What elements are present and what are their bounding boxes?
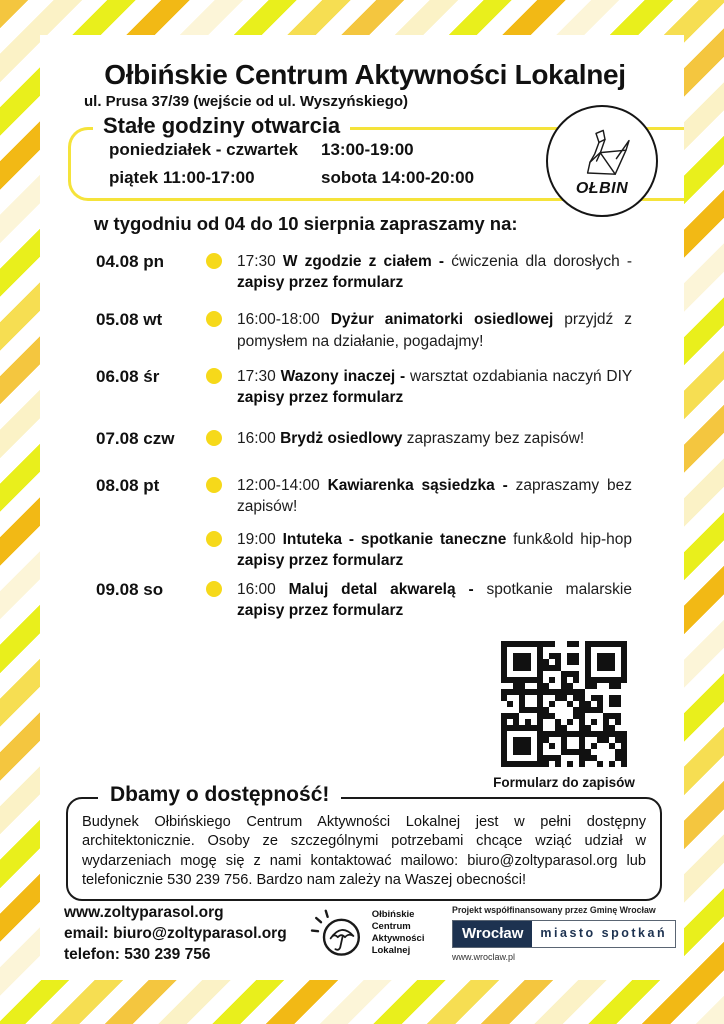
event-date: 09.08 so xyxy=(96,580,164,600)
city-url: www.wroclaw.pl xyxy=(452,951,516,962)
event-description: 16:00 Maluj detal akwarelą - spotkanie malarskie zapisy przez formularz xyxy=(237,581,632,620)
event-description: 16:00 Brydż osiedlowy zapraszamy bez zapisów! xyxy=(237,429,585,447)
event-date: 05.08 wt xyxy=(96,310,163,330)
event-date: 08.08 pt xyxy=(96,476,160,495)
bullet-dot-icon xyxy=(206,368,222,384)
event-date: 07.08 czw xyxy=(96,428,175,448)
contact-website: www.zoltyparasol.org xyxy=(64,904,224,921)
org-name xyxy=(372,909,425,957)
olbin-label: OŁBIN xyxy=(575,179,629,197)
org-line: Ołbińskie xyxy=(371,909,415,921)
umbrella-icon xyxy=(309,905,369,961)
funding-note: Projekt współfinansowany przez Gminę Wrocław xyxy=(452,905,656,915)
content-panel xyxy=(40,35,684,980)
hours-cell: 13:00-19:00 xyxy=(321,140,414,159)
hours-cell: sobota 14:00-20:00 xyxy=(321,167,475,187)
origami-swan-icon xyxy=(571,125,633,179)
wroclaw-city-logo xyxy=(452,920,676,948)
event-row xyxy=(96,251,646,293)
event-row xyxy=(96,428,646,449)
funding-block xyxy=(452,903,670,962)
event-date: 06.08 śr xyxy=(96,366,160,386)
contact-email: email: biuro@zoltyparasol.org xyxy=(64,924,287,942)
bullet-dot-icon xyxy=(206,311,222,327)
bullet-dot-icon xyxy=(206,581,222,597)
olbin-logo xyxy=(546,105,658,217)
accessibility-box xyxy=(66,783,662,901)
qr-caption: Formularz do zapisów xyxy=(493,775,635,790)
umbrella-logo xyxy=(309,905,425,961)
accessibility-title: Dbamy o dostępność! xyxy=(98,783,341,807)
org-line: Lokalnej xyxy=(371,944,411,956)
city-tagline: miasto spotkań xyxy=(540,926,668,940)
bullet-dot-icon xyxy=(206,253,222,269)
qr-code xyxy=(501,641,627,767)
event-description: 12:00-14:00 Kawiarenka sąsiedzka - zapraszamy bez zapisów! xyxy=(237,477,632,516)
event-description: 17:30 W zgodzie z ciałem - ćwiczenia dla dorosłych - zapisy przez formularz xyxy=(237,253,632,292)
schedule-list xyxy=(84,251,646,621)
contact-block xyxy=(64,903,287,966)
event-description: 19:00 Intuteka - spotkanie taneczne funk&old hip-hop zapisy przez formularz xyxy=(237,531,632,570)
contact-phone: telefon: 530 239 756 xyxy=(64,945,211,963)
event-row xyxy=(96,475,646,517)
event-description: 16:00-18:00 Dyżur animatorki osiedlowej przyjdź z pomysłem na działanie, pogadajmy! xyxy=(237,311,632,350)
week-heading: w tygodniu od 04 do 10 sierpnia zapraszamy na: xyxy=(94,213,518,235)
qr-block xyxy=(478,641,650,790)
event-row xyxy=(96,366,646,408)
event-description: 17:30 Wazony inaczej - warsztat ozdabiania naczyń DIY zapisy przez formularz xyxy=(237,367,632,406)
event-row xyxy=(96,529,646,571)
event-row xyxy=(96,579,646,621)
event-row xyxy=(96,309,646,351)
org-line: Aktywności xyxy=(371,933,425,944)
hours-cell: piątek 11:00-17:00 xyxy=(109,167,255,187)
page-title: Ołbińskie Centrum Aktywności Lokalnej xyxy=(104,59,626,90)
footer xyxy=(64,903,670,966)
opening-hours-title: Stałe godziny otwarcia xyxy=(93,113,350,139)
accessibility-text: Budynek Ołbińskiego Centrum Aktywności Lokalnej jest w pełni dostępny architektonicznie. Osoby ze szczególnymi potrzebami chcące wziąć udział w wydarzeniach mogę się z nami kontaktować mailowo: biuro@zoltyparasol.org lub telefonicznie 530 239 756. Bardzo nam zależy na Waszej obecności! xyxy=(82,814,646,889)
address: ul. Prusa 37/39 (wejście od ul. Wyszyńskiego) xyxy=(84,93,409,110)
bullet-dot-icon xyxy=(206,531,222,547)
city-name: Wrocław xyxy=(453,921,532,947)
hours-cell: poniedziałek - czwartek xyxy=(109,140,298,159)
bullet-dot-icon xyxy=(206,430,222,446)
org-line: Centrum xyxy=(371,921,411,933)
bullet-dot-icon xyxy=(206,477,222,493)
event-date: 04.08 pn xyxy=(96,252,165,272)
